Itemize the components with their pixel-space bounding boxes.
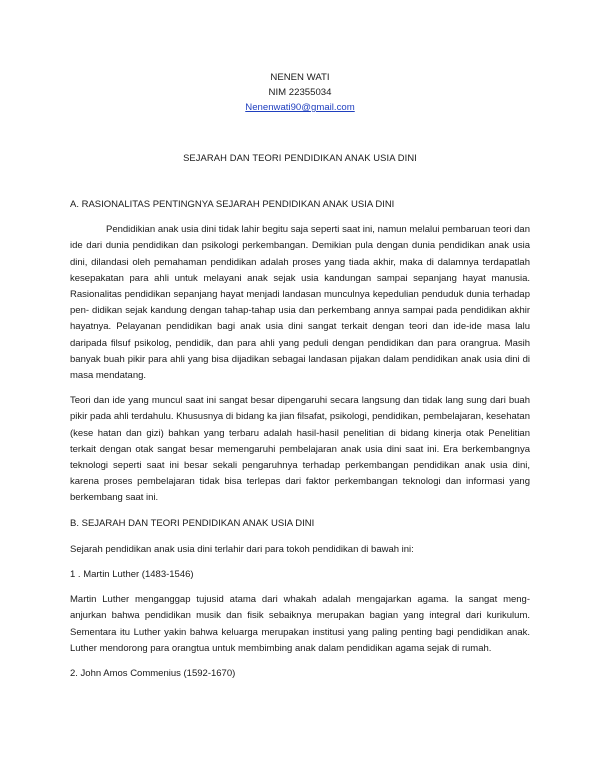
section-a-heading: A. RASIONALITAS PENTINGNYA SEJARAH PENDIDIKAN ANAK USIA DINI xyxy=(70,199,395,210)
author-email-link[interactable]: Nenenwati90@gmail.com xyxy=(245,102,355,113)
section-a-paragraph-2: Teori dan ide yang muncul saat ini sangat besar dipengaruhi secara langsung dan tidak lang sung dari buah pikir pada ahli terdahulu. Khususnya di bidang ka jian filsafat, psikologi, pendidikan, pembelajaran, kesehatan (kese hatan dan gizi) bahkan yang terbaru adalah hasil-hasil penelitian di bidang kinerja otak Penelitian terkait dengan otak sangat besar memengaruhi pembelajaran anak usia dini saat ini. Era berkembangnya teknologi seperti saat ini besar sekali pengaruhnya terhadap perkembangan pendidikan anak usia dini, karena proses pembelajaran tidak bisa terlepas dari faktor perkembangan teknologi dan informasi yang berkembang saat ini. xyxy=(70,395,530,504)
section-a-paragraph-1: Pendidikian anak usia dini tidak lahir begitu saja seperti saat ini, namun melalui pembaruan teori dan ide dari dunia pendidikan dan psikologi perkembangan. Demikian pula dengan dunia pendidikan anak usia dini, dilandasi oleh pemahaman pendidikan adalah proses yang tiada akhir, maka di dalamnya terdapatlah kesepakatan para ahli untuk melayani anak sejak usia kandungan sampai sepanjang hayat manusia. Rasionalitas pendidikan sepanjang hayat menjadi landasan munculnya kepedulian penduduk dunia terhadap pen- didikan sejak kandung dengan tahap-tahap usia dan perkembang annya sampai pada pendidikan akhir hayatnya. Pelayanan pendidikan bagi anak usia dini sangat terkait dengan teori dan ide-ide masa lalu daripada filsuf psikolog, pendidik, dan para ahli yang peduli dengan pendidikan dan para orangrua. Masih banyak buah pikir para ahli yang bisa dijadikan sebagai landasan pijakan dalam pendidikan anak usia dini di masa mendatang. xyxy=(70,224,530,382)
document-body xyxy=(70,197,530,691)
document-title: SEJARAH DAN TEORI PENDIDIKAN ANAK USIA DINI xyxy=(183,152,417,163)
commenius-title: 2. John Amos Commenius (1592-1670) xyxy=(70,668,236,680)
author-nim: NIM 22355034 xyxy=(268,87,332,98)
martin-luther-text: Martin Luther menganggap tujusid atama dari whakah adalah mengajarkan agama. Ia sangat meng- anjurkan bahwa pendidikan musik dan fisik sebaiknya merupakan bagian yang integral dari kurikulum. Sementara itu Luther yakin bahwa keluarga merupakan institusi yang paling penting bagi pendidikan anak. Luther mendorong para orangtua untuk membimbing anak dalam pendidikan agama sejak di rumah. xyxy=(70,594,530,654)
section-b-heading: B. SEJARAH DAN TEORI PENDIDIKAN ANAK USIA DINI xyxy=(70,517,315,529)
section-b-intro: Sejarah pendidikan anak usia dini terlahir dari para tokoh pendidikan di bawah ini: xyxy=(70,543,414,555)
author-name: NENEN WATI xyxy=(270,72,330,83)
martin-luther-title: 1 . Martin Luther (1483-1546) xyxy=(70,569,194,581)
author-block xyxy=(0,70,600,115)
